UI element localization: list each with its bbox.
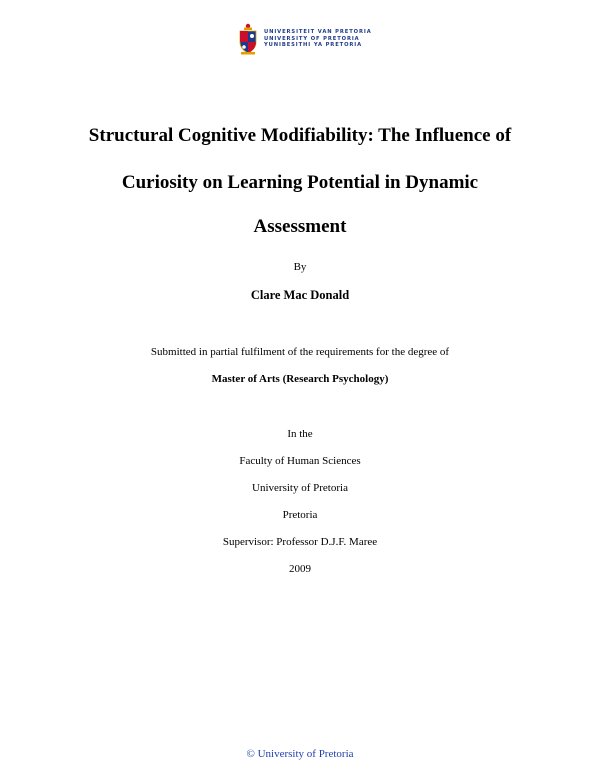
by-label: By: [293, 261, 307, 273]
logo-line-english: UNIVERSITY OF PRETORIA: [264, 35, 360, 42]
copyright-footer: © University of Pretoria: [246, 748, 354, 760]
faculty-name: Faculty of Human Sciences: [239, 455, 361, 467]
year: 2009: [289, 563, 311, 575]
supervisor-line: Supervisor: Professor D.J.F. Maree: [222, 536, 378, 548]
submission-statement: Submitted in partial fulfilment of the requirements for the degree of: [150, 346, 450, 358]
university-name-lockup: [264, 29, 372, 48]
logo-line-sepedi: YUNIBESITHI YA PRETORIA: [264, 42, 363, 49]
author-name: Clare Mac Donald: [250, 288, 350, 302]
in-the-label: In the: [287, 428, 313, 440]
university-logo: [238, 22, 372, 56]
city-name: Pretoria: [282, 509, 318, 521]
title-line-3: Assessment: [253, 216, 347, 237]
degree-name: Master of Arts (Research Psychology): [211, 373, 389, 385]
logo-line-afrikaans: UNIVERSITEIT VAN PRETORIA: [264, 29, 372, 36]
title-line-2: Curiosity on Learning Potential in Dynamic: [121, 172, 479, 193]
title-line-1: Structural Cognitive Modifiability: The Influence of: [88, 125, 512, 146]
university-crest-icon: [238, 23, 258, 55]
university-name: University of Pretoria: [252, 482, 348, 494]
